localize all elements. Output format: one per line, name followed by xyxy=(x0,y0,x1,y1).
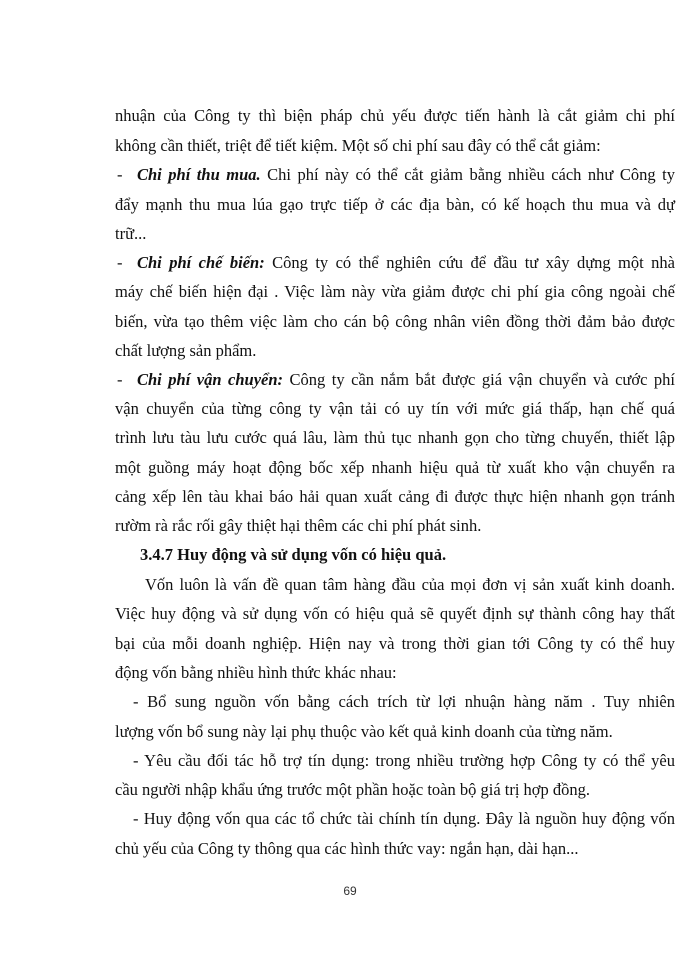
section-heading: 3.4.7 Huy động và sử dụng vốn có hiệu quả. xyxy=(140,545,447,564)
bullet-dash: - xyxy=(117,370,123,389)
list-item: - Huy động vốn qua các tổ chức tài chính tín dụng. Đây là nguồn huy động vốn xyxy=(133,809,675,828)
bullet-term: Chi phí vận chuyển: xyxy=(137,370,284,389)
bullet-dash: - xyxy=(117,165,123,184)
text-line: đẩy mạnh thu mua lúa gạo trực tiếp ở các địa bàn, có kế hoạch thu mua và dự xyxy=(115,195,675,214)
list-item: - Bổ sung nguồn vốn bằng cách trích từ lợi nhuận hàng năm . Tuy nhiên xyxy=(133,692,675,711)
text-line: Việc huy động và sử dụng vốn có hiệu quả sẽ quyết định sự thành công hay thất xyxy=(115,604,675,623)
bullet-text: Công ty cần nắm bắt được giá vận chuyển và cước phí xyxy=(283,370,675,389)
text-line: biến, vừa tạo thêm việc làm cho cán bộ công nhân viên đồng thời đảm bảo được xyxy=(115,312,675,331)
text-line: trình lưu tàu lưu cước quá lâu, làm thủ tục nhanh gọn cho từng chuyến, thiết lập xyxy=(115,428,675,447)
text-line: chất lượng sản phẩm. xyxy=(115,341,257,360)
text-line: Vốn luôn là vấn đề quan tâm hàng đầu của mọi đơn vị sản xuất kinh doanh. xyxy=(145,575,675,594)
text-line: một guồng máy hoạt động bốc xếp nhanh hiệu quả từ xuất kho vận chuyển ra xyxy=(115,458,675,477)
bullet-dash: - xyxy=(117,253,123,272)
text-line: chủ yếu của Công ty thông qua các hình thức vay: ngắn hạn, dài hạn... xyxy=(115,839,579,858)
text-line: máy chế biến hiện đại . Việc làm này vừa giảm được chi phí gia công ngoài chế xyxy=(115,282,675,301)
text-line: động vốn bằng nhiều hình thức khác nhau: xyxy=(115,663,397,682)
text-line: cảng xếp lên tàu khai báo hải quan xuất cảng đi được thực hiện nhanh gọn tránh xyxy=(115,487,675,506)
bullet-text: Chi phí này có thể cắt giảm bằng nhiều cách như Công ty xyxy=(260,165,675,184)
bullet-term: Chi phí thu mua. xyxy=(137,165,261,184)
text-line: vận chuyển của từng công ty vận tải có uy tín với mức giá thấp, hạn chế quá xyxy=(115,399,675,418)
text-line: trữ... xyxy=(115,224,147,243)
text-line: rườm rà rắc rối gây thiệt hại thêm các chi phí phát sinh. xyxy=(115,516,482,535)
bullet-term: Chi phí chế biến: xyxy=(137,253,265,272)
text-line: bại của mỗi doanh nghiệp. Hiện nay và trong thời gian tới Công ty có thể huy xyxy=(115,634,675,653)
text-line: lượng vốn bổ sung này lại phụ thuộc vào kết quả kinh doanh của từng năm. xyxy=(115,722,613,741)
text-line: nhuận của Công ty thì biện pháp chủ yếu được tiến hành là cắt giảm chi phí xyxy=(115,106,675,125)
bullet-item-van-chuyen xyxy=(117,370,675,390)
bullet-text: Công ty có thể nghiên cứu để đầu tư xây dựng một nhà xyxy=(264,253,675,272)
text-line: cầu người nhập khẩu ứng trước một phần hoặc toàn bộ giá trị hợp đồng. xyxy=(115,780,591,799)
text-line: không cần thiết, triệt để tiết kiệm. Một số chi phí sau đây có thể cắt giảm: xyxy=(115,136,601,155)
bullet-item-che-bien xyxy=(117,253,675,273)
list-item: - Yêu cầu đối tác hỗ trợ tín dụng: trong nhiều trường hợp Công ty có thể yêu xyxy=(133,751,675,770)
bullet-item-thu-mua xyxy=(117,165,675,185)
page-number: 69 xyxy=(343,884,357,898)
